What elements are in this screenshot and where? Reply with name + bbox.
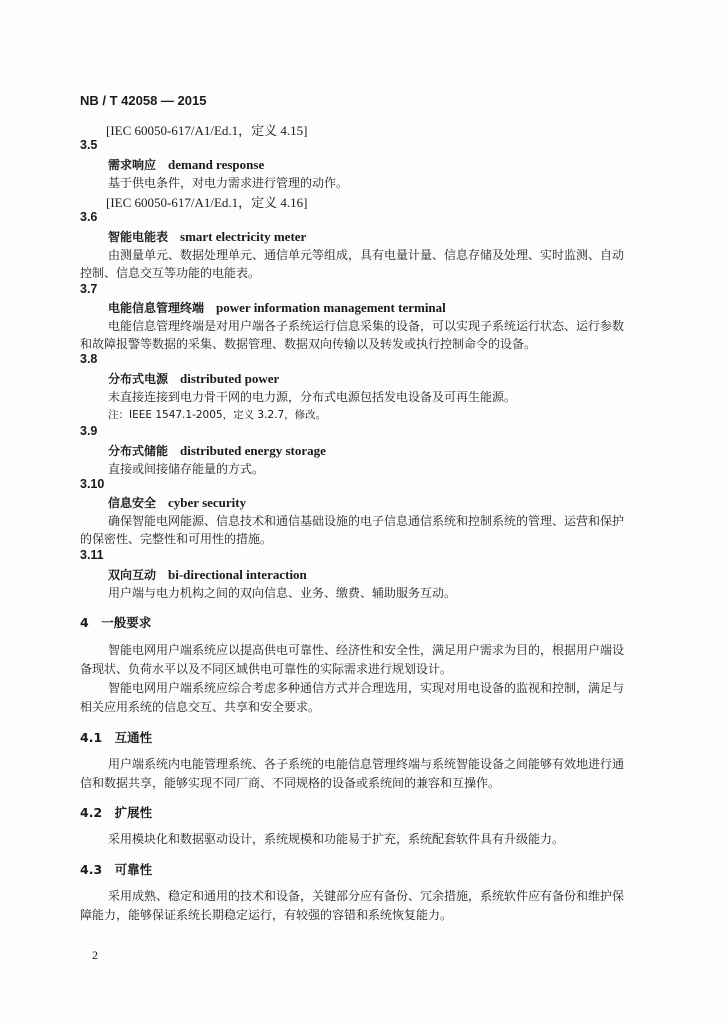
term-heading bbox=[108, 370, 279, 387]
clause-number: 3.9 bbox=[80, 424, 98, 438]
page-number: 2 bbox=[92, 948, 98, 962]
clause-number: 3.11 bbox=[80, 548, 104, 562]
clause-number: 3.8 bbox=[80, 352, 98, 366]
paragraph-text: 相关应用系统的信息交互、共享和安全要求。 bbox=[80, 700, 321, 714]
term-en: cyber security bbox=[168, 495, 247, 510]
section-heading: 4.3 可靠性 bbox=[80, 862, 153, 877]
definition-text: 直接或间接储存能量的方式。 bbox=[108, 462, 265, 476]
standard-header: NB / T 42058 — 2015 bbox=[80, 93, 207, 108]
section-heading: 4.2 扩展性 bbox=[80, 805, 153, 820]
clause-number: 3.5 bbox=[80, 138, 98, 152]
term-zh: 信息安全 bbox=[108, 496, 157, 510]
definition-text: 确保智能电网能源、信息技术和通信基础设施的电子信息通信系统和控制系统的管理、运营和保护 bbox=[108, 514, 625, 528]
definition-text: 控制、信息交互等功能的电能表。 bbox=[80, 266, 261, 280]
term-heading bbox=[108, 566, 307, 583]
paragraph-text: 障能力，能够保证系统长期稳定运行，有较强的容错和系统恢复能力。 bbox=[80, 908, 453, 922]
clause-number: 3.10 bbox=[80, 477, 105, 491]
term-zh: 双向互动 bbox=[108, 568, 157, 582]
term-zh: 需求响应 bbox=[108, 158, 157, 172]
term-heading bbox=[108, 156, 264, 173]
section-heading: 4.1 互通性 bbox=[80, 730, 153, 745]
term-en: distributed power bbox=[180, 371, 280, 386]
paragraph-text: 采用模块化和数据驱动设计，系统规模和功能易于扩充，系统配套软件具有升级能力。 bbox=[108, 832, 565, 846]
term-zh: 电能信息管理终端 bbox=[108, 301, 205, 315]
term-heading bbox=[108, 228, 306, 245]
paragraph-text: 采用成熟、稳定和通用的技术和设备，关键部分应有备份、冗余措施，系统软件应有备份和维护保 bbox=[108, 889, 625, 903]
definition-text: 由测量单元、数据处理单元、通信单元等组成，具有电量计量、信息存储及处理、实时监测、自动 bbox=[108, 248, 625, 262]
paragraph-text: 智能电网用户端系统应以提高供电可靠性、经济性和安全性，满足用户需求为目的，根据用户端设 bbox=[108, 643, 625, 657]
section-heading: 4 一般要求 bbox=[80, 615, 152, 630]
term-en: distributed energy storage bbox=[180, 443, 326, 458]
definition-text: 未直接连接到电力骨干网的电力源，分布式电源包括发电设备及可再生能源。 bbox=[108, 390, 517, 404]
definition-text: 和故障报警等数据的采集、数据管理、数据双向传输以及转发或执行控制命令的设备。 bbox=[80, 337, 537, 351]
term-zh: 智能电能表 bbox=[108, 230, 169, 244]
paragraph-text: 备现状、负荷水平以及不同区域供电可靠性的实际需求进行规划设计。 bbox=[80, 662, 453, 676]
definition-text: 电能信息管理终端是对用户端各子系统运行信息采集的设备，可以实现子系统运行状态、运行参数 bbox=[108, 319, 625, 333]
term-heading bbox=[108, 299, 446, 316]
reference: [IEC 60050-617/A1/Ed.1，定义 4.15] bbox=[106, 123, 308, 138]
definition-text: 的保密性、完整性和可用性的措施。 bbox=[80, 532, 273, 546]
definition-text: 基于供电条件，对电力需求进行管理的动作。 bbox=[108, 176, 349, 190]
paragraph-text: 智能电网用户端系统应综合考虑多种通信方式并合理选用，实现对用电设备的监视和控制，满足与 bbox=[108, 681, 625, 695]
term-zh: 分布式储能 bbox=[108, 444, 169, 458]
term-en: bi-directional interaction bbox=[168, 567, 307, 582]
clause-number: 3.6 bbox=[80, 210, 98, 224]
term-en: smart electricity meter bbox=[180, 229, 307, 244]
note-text: 注：IEEE 1547.1-2005，定义 3.2.7，修改。 bbox=[108, 409, 327, 421]
term-en: power information management terminal bbox=[216, 300, 446, 315]
paragraph-text: 用户端系统内电能管理系统、各子系统的电能信息管理终端与系统智能设备之间能够有效地进行通 bbox=[108, 757, 625, 771]
paragraph-text: 信和数据共享，能够实现不同厂商、不同规格的设备或系统间的兼容和互操作。 bbox=[80, 776, 501, 790]
definition-text: 用户端与电力机构之间的双向信息、业务、缴费、辅助服务互动。 bbox=[108, 586, 457, 600]
clause-number: 3.7 bbox=[80, 282, 98, 296]
term-heading bbox=[108, 494, 246, 511]
term-zh: 分布式电源 bbox=[108, 372, 169, 386]
term-en: demand response bbox=[168, 157, 265, 172]
term-heading bbox=[108, 442, 326, 459]
reference: [IEC 60050-617/A1/Ed.1，定义 4.16] bbox=[106, 195, 308, 210]
